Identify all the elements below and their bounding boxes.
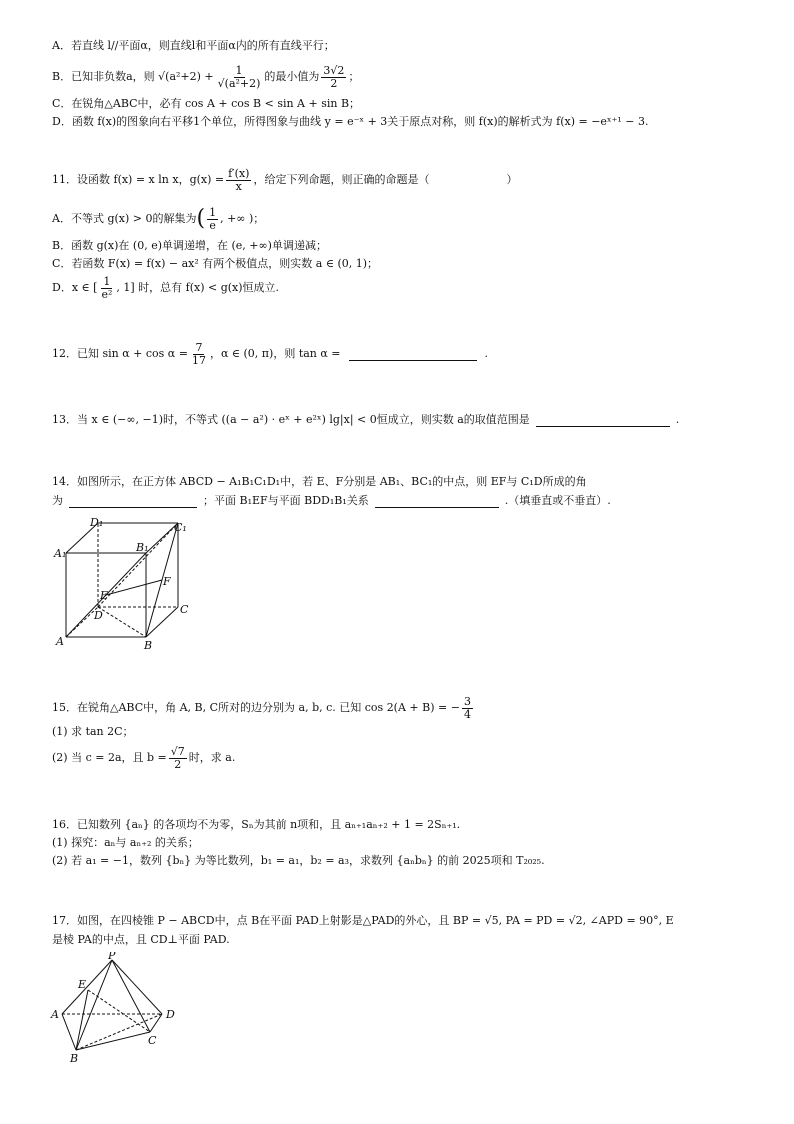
q14-label-b: B [144, 639, 153, 652]
q11-stem: 11．设函数 f(x) = x ln x，g(x) = $\frac{f'(x)}{x}$ ，给定下列命题，则正确的命题是（ ） [52, 166, 518, 193]
q15-part2: (2) 当 c = 2a，且 b = $\frac{√7}{2}$ 时，求 a. [52, 744, 236, 771]
q10-option-a [52, 38, 335, 54]
q14-label-b1: B₁ [136, 541, 149, 554]
q10-option-c: C．在锐角△ABC中，必有 cos A + cos B < sin A + sin B； [52, 97, 361, 110]
q14-angle-blank[interactable] [69, 495, 197, 508]
q16-stem: 16．已知数列 {aₙ} 的各项均不为零，Sₙ为其前 n项和，且 aₙ₊₁aₙ₊₂ + 1 = 2Sₙ₊₁. [52, 818, 461, 831]
q11-option-d: D．x ∈ [ $\frac{1}{\text{e²}}$ , 1] 时，总有 f(x) < g(x)恒成立. [52, 274, 280, 301]
q15-part2-fraction: $\frac{√7}{2}$ [170, 744, 185, 771]
q16-part1: (1) 探究：aₙ与 aₙ₊₂ 的关系； [52, 836, 199, 849]
q15-fraction: $\frac{3}{4}$ [463, 694, 471, 721]
q14-label-c1: C₁ [174, 521, 187, 534]
q12-answer-blank[interactable] [349, 348, 477, 361]
q10-option-d: D．函数 f(x)的图象向右平移1个单位，所得图象与曲线 y = e⁻ˣ + 3关于原点对称，则 f(x)的解析式为 f(x) = −eˣ⁺¹ − 3. [52, 115, 649, 128]
q10-option-b-end: ； [348, 70, 360, 83]
q10-option-b [52, 62, 359, 92]
q10-option-b-prefix: B．已知非负数a，则 √(a²+2) + [52, 70, 214, 83]
q11-g-fraction: $\frac{f'(x)}{x}$ [228, 166, 250, 193]
q11-option-b: B．函数 g(x)在 (0, e)单调递增，在 (e, +∞)单调递减； [52, 239, 327, 252]
q12-fraction: $\frac{7}{17}$ [191, 340, 206, 367]
q17-label-e: E [78, 978, 87, 991]
q17-label-a: A [51, 1008, 59, 1021]
q11-option-a-paren: ( [196, 206, 206, 231]
q10-option-b-fraction: $\frac{1}{\text{√(a²+2)}}$ [217, 63, 261, 90]
q16-part2: (2) 若 a₁ = −1，数列 {bₙ} 为等比数列，b₁ = a₁，b₂ = a₃，求数列 {aₙbₙ} 的前 2025项和 T₂₀₂₅. [52, 854, 545, 867]
q17-label-c: C [148, 1034, 157, 1047]
q14-label-a: A [56, 635, 64, 648]
q14-line2: 为 ；平面 B₁EF与平面 BDD₁B₁关系 .（填垂直或不垂直）. [52, 494, 611, 507]
q15-stem: 15．在锐角△ABC中，角 A, B, C所对的边分别为 a, b, c. 已知 cos 2(A + B) = − $\frac{3}{4}$ [52, 694, 471, 721]
q14-line1: 14．如图所示，在正方体 ABCD − A₁B₁C₁D₁中，若 E、F分别是 AB₁、BC₁的中点，则 EF与 C₁D所成的角 [52, 475, 587, 488]
q11-option-d-fraction: $\frac{1}{\text{e²}}$ [101, 274, 113, 301]
q11-option-a: A．不等式 g(x) > 0的解集为 ( $\frac{1}{e}$ , +∞ )； [52, 205, 265, 232]
q12: 12．已知 sin α + cos α = $\frac{7}{17}$ ，α ∈ (0, π)，则 tan α = . [52, 340, 489, 367]
q11-option-a-fraction: $\frac{1}{e}$ [209, 205, 217, 232]
q14-label-a1: A₁ [54, 547, 67, 560]
q14-relation-blank[interactable] [375, 495, 499, 508]
q17-pyramid-figure [50, 952, 190, 1064]
q14-label-d1: D₁ [90, 516, 104, 529]
q13-answer-blank[interactable] [536, 414, 670, 427]
q14-cube-figure [48, 515, 198, 655]
q17-label-b: B [70, 1052, 79, 1064]
q14-label-e: E [100, 589, 109, 602]
q10-option-a-text: A．若直线 l//平面α，则直线l和平面α内的所有直线平行； [52, 39, 335, 52]
q17-line1: 17．如图，在四棱锥 P − ABCD中，点 B在平面 PAD上射影是△PAD的外心，且 BP = √5, PA = PD = √2, ∠APD = 90°, E [52, 914, 674, 927]
q14-label-d: D [94, 609, 103, 622]
q17-label-p: P [108, 952, 116, 962]
q10-option-b-middle: 的最小值为 [264, 70, 320, 83]
q14-label-c: C [180, 603, 189, 616]
q11-option-c: C．若函数 F(x) = f(x) − ax² 有两个极值点，则实数 a ∈ (0, 1)； [52, 257, 379, 270]
q13: 13．当 x ∈ (−∞, −1)时，不等式 ((a − a²) · eˣ + e²ˣ) lg|x| < 0恒成立，则实数 a的取值范围是 . [52, 413, 680, 426]
q17-label-d: D [166, 1008, 175, 1021]
q10-option-b-answer: $\frac{3√2}{2}$ [323, 63, 345, 90]
q17-line2: 是棱 PA的中点，且 CD⊥平面 PAD. [52, 933, 230, 946]
q14-label-f: F [163, 575, 171, 588]
q15-part1: (1) 求 tan 2C； [52, 725, 134, 738]
